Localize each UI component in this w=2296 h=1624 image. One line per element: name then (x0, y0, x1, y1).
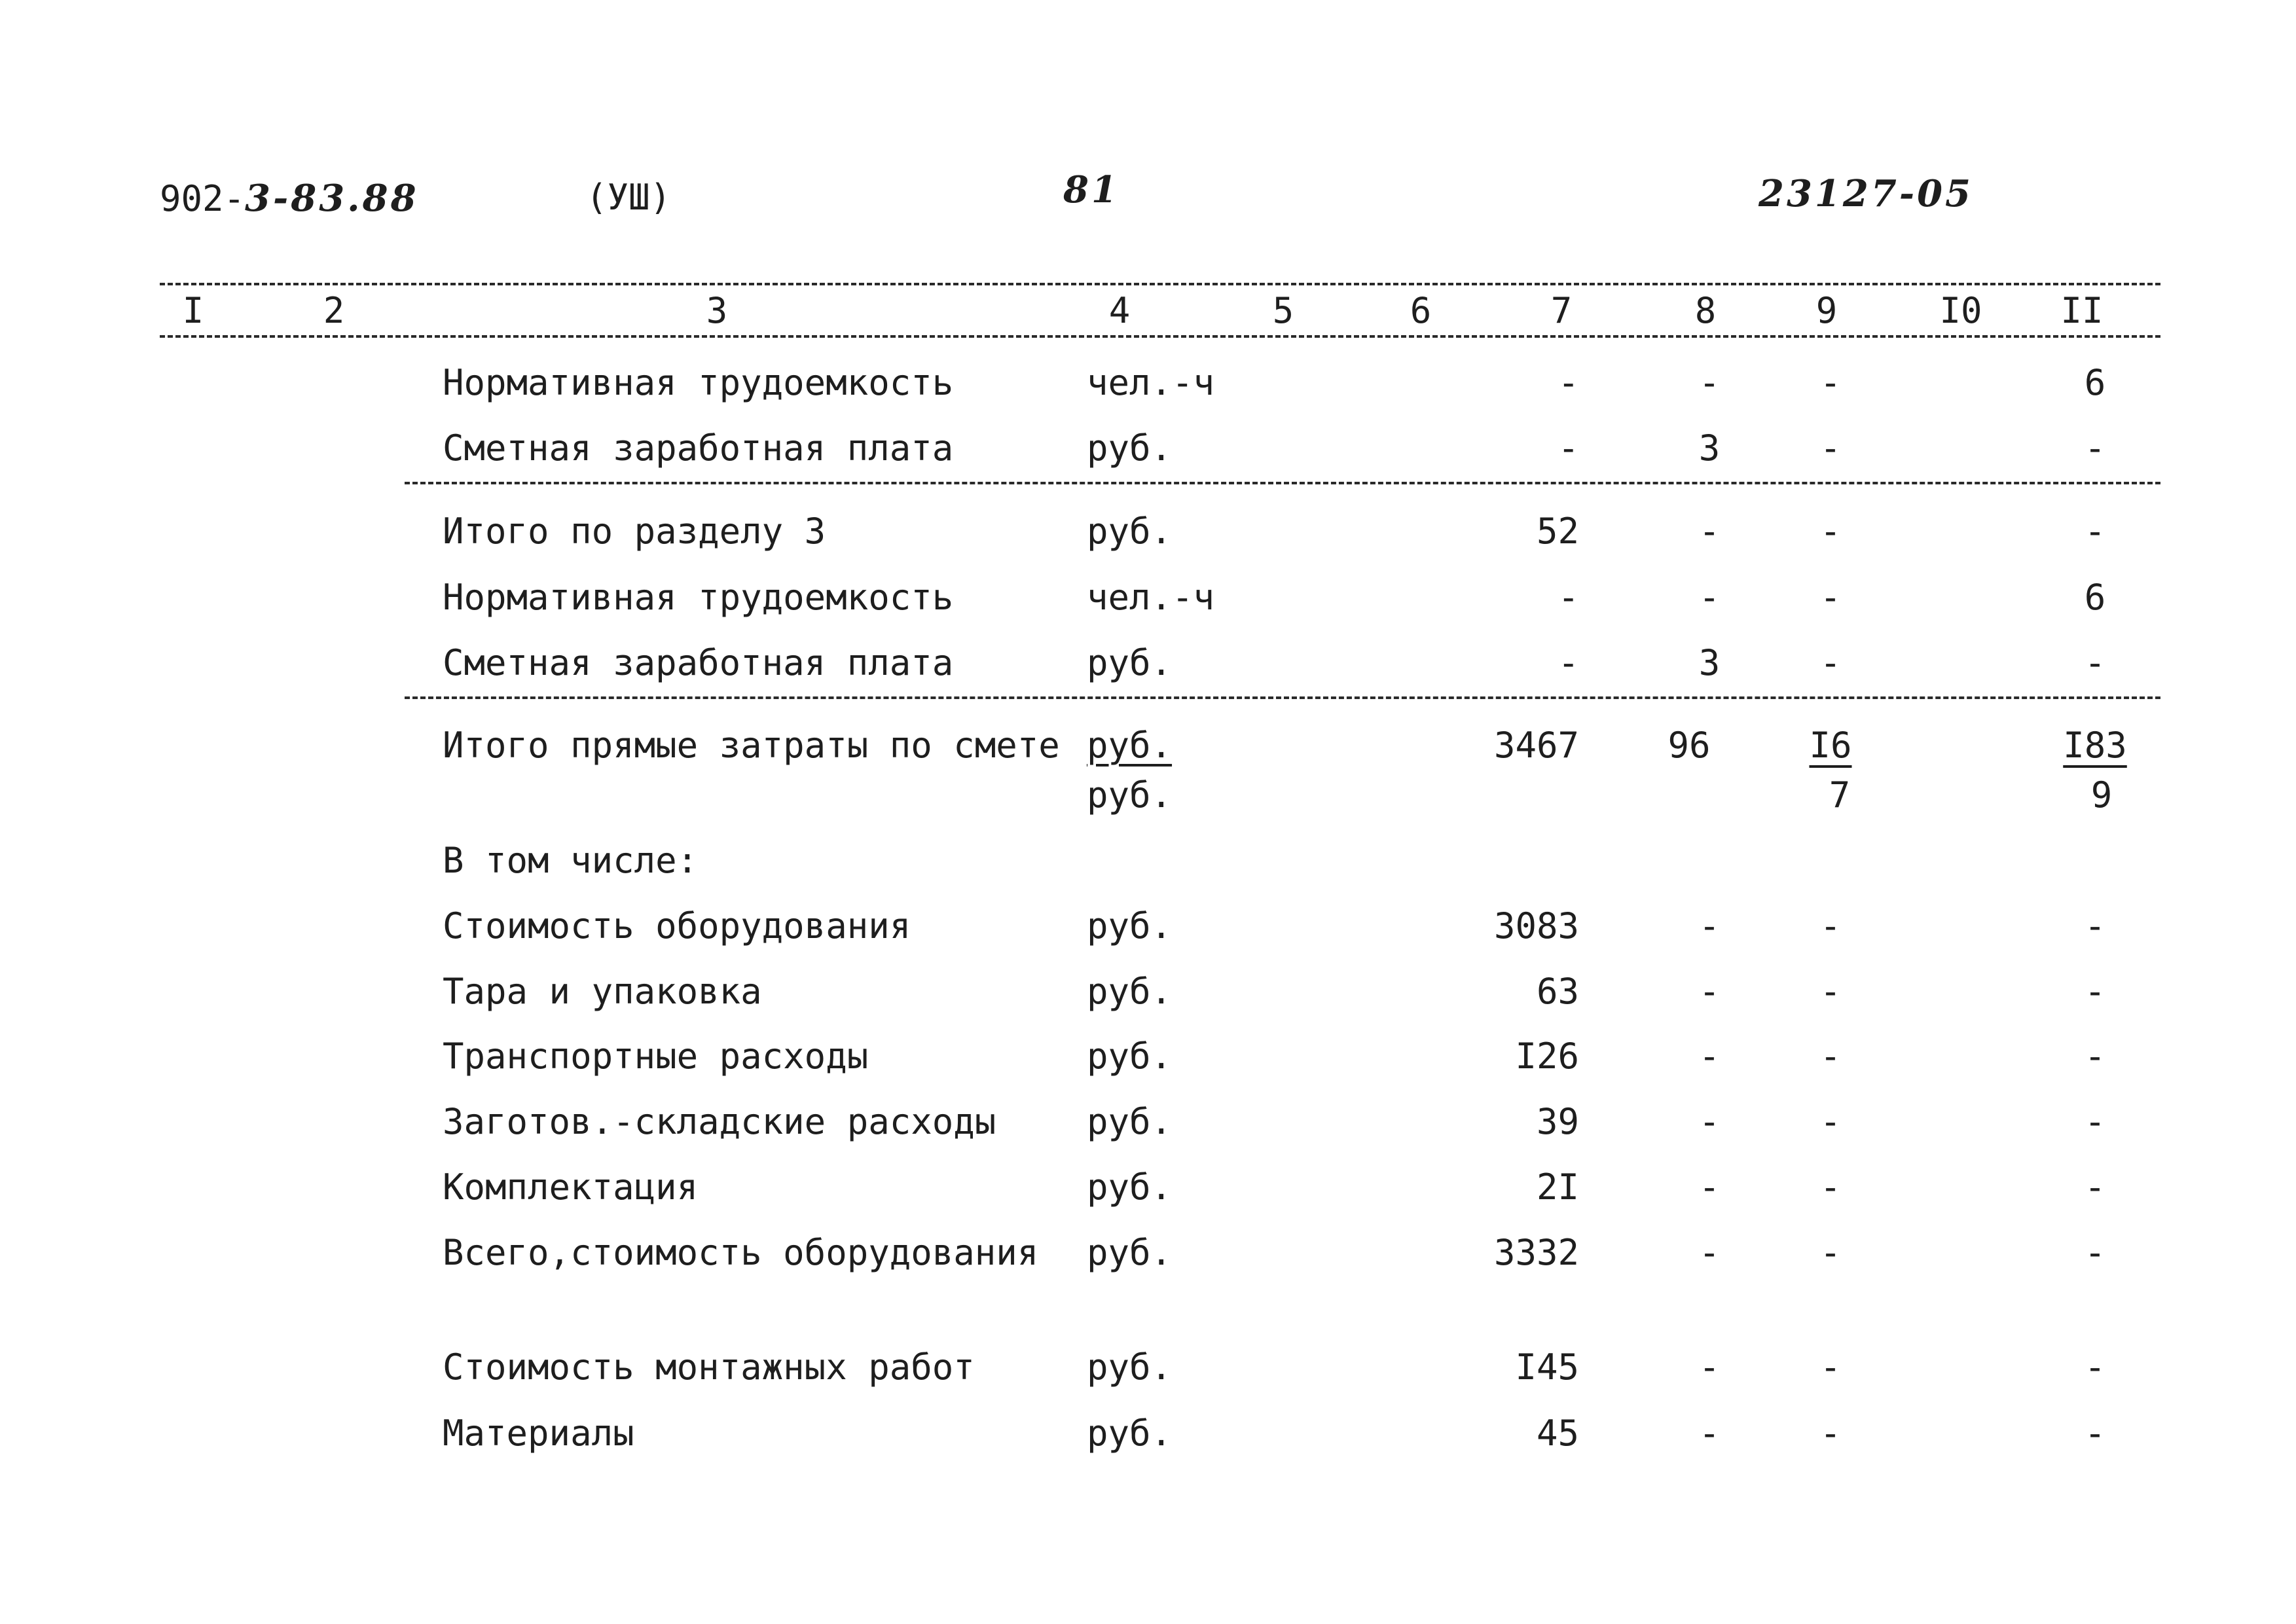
section-rule (405, 696, 2160, 699)
cell-col8: - (1698, 1036, 1721, 1077)
cell-col9: - (1819, 362, 1842, 403)
row-unit: руб. (1087, 1232, 1173, 1273)
cell-col7: - (1558, 642, 1579, 683)
row-unit: руб. (1087, 1036, 1173, 1077)
cell-col8: 3 (1698, 642, 1721, 683)
cell-col8: - (1698, 905, 1721, 947)
cell-col7: 3467 (1493, 725, 1579, 766)
row-unit: чел.-ч (1087, 577, 1215, 618)
cell-col7: 3083 (1493, 905, 1579, 947)
cell-col11: - (2084, 905, 2106, 947)
cell-col8: 3 (1698, 427, 1721, 469)
cell-col9: - (1819, 1101, 1842, 1142)
cell-col9-denominator: 7 (1829, 774, 1851, 816)
row-label: Нормативная трудоемкость (443, 362, 954, 403)
table-row (0, 511, 2296, 566)
table-row (0, 840, 2296, 895)
row-label: Сметная заработная плата (443, 642, 954, 683)
page-number: 81 (1063, 168, 1120, 211)
column-number-2: 2 (323, 290, 345, 331)
section-rule (405, 482, 2160, 484)
row-label: Итого по разделу 3 (443, 511, 826, 552)
cell-col9: - (1819, 1413, 1842, 1454)
row-unit: руб. (1087, 725, 1173, 766)
row-unit: руб. (1087, 642, 1173, 683)
column-number-11: II (2060, 290, 2104, 331)
table-row (0, 1346, 2296, 1402)
column-number-4: 4 (1108, 290, 1131, 331)
cell-col11-numerator: I83 (2063, 725, 2127, 766)
cell-col9: - (1819, 511, 1842, 552)
table-row (0, 642, 2296, 698)
row-label: Итого прямые затраты по смете (443, 725, 1060, 766)
cell-col8: - (1698, 1413, 1721, 1454)
row-unit: руб. (1087, 1101, 1173, 1142)
cell-col9: - (1819, 427, 1842, 469)
cell-col8: - (1698, 971, 1721, 1012)
table-row (0, 905, 2296, 961)
table-top-rule (160, 283, 2160, 285)
cell-col7: I45 (1515, 1346, 1579, 1388)
row-unit: чел.-ч (1087, 362, 1215, 403)
column-number-6: 6 (1410, 290, 1432, 331)
cell-col11: 6 (2084, 362, 2106, 403)
cell-col8: - (1698, 511, 1721, 552)
cell-col11: - (2084, 1036, 2106, 1077)
row-label: Материалы (443, 1413, 634, 1454)
document-code-printed: 902- (160, 178, 246, 219)
row-unit: руб. (1087, 905, 1173, 947)
cell-col11: - (2084, 642, 2106, 683)
table-row (0, 1232, 2296, 1288)
cell-col9: - (1819, 577, 1842, 618)
cell-col9: - (1819, 642, 1842, 683)
cell-col8: - (1698, 362, 1721, 403)
row-label: Стоимость оборудования (443, 905, 911, 947)
row-unit-secondary: руб. (1087, 774, 1173, 816)
row-label: Стоимость монтажных работ (443, 1346, 975, 1388)
row-unit: руб. (1087, 511, 1173, 552)
volume-label: (УШ) (586, 177, 672, 218)
cell-col8: - (1698, 1346, 1721, 1388)
cell-col11: - (2084, 427, 2106, 469)
cell-col7: 52 (1536, 511, 1579, 552)
row-label: В том числе: (443, 840, 699, 881)
table-row (0, 725, 2296, 826)
table-row (0, 362, 2296, 418)
row-unit: руб. (1087, 971, 1173, 1012)
table-row (0, 971, 2296, 1026)
cell-col11: - (2084, 511, 2106, 552)
row-label: Всего,стоимость оборудования (443, 1232, 1039, 1273)
cell-col9: - (1819, 1036, 1842, 1077)
cell-col11: - (2084, 1101, 2106, 1142)
cell-col11: - (2084, 971, 2106, 1012)
cell-col11: - (2084, 1413, 2106, 1454)
row-label: Сметная заработная плата (443, 427, 954, 469)
cell-col11-denominator: 9 (2090, 774, 2113, 816)
row-unit: руб. (1087, 1166, 1173, 1208)
cell-col11: - (2084, 1232, 2106, 1273)
table-row (0, 1036, 2296, 1091)
row-label: Заготов.-складские расходы (443, 1101, 996, 1142)
row-unit: руб. (1087, 1346, 1173, 1388)
column-number-7: 7 (1550, 290, 1573, 331)
header-bottom-rule (160, 335, 2160, 338)
cell-col7: I26 (1515, 1036, 1579, 1077)
cell-col9: - (1819, 1346, 1842, 1388)
cell-col9: - (1819, 1232, 1842, 1273)
cell-col7: 39 (1536, 1101, 1579, 1142)
cell-col11: - (2084, 1346, 2106, 1388)
cell-col7: - (1558, 577, 1579, 618)
cell-col8: - (1698, 1232, 1721, 1273)
cell-col11: 6 (2084, 577, 2106, 618)
cell-col8: - (1698, 577, 1721, 618)
column-number-8: 8 (1694, 290, 1717, 331)
column-number-3: 3 (706, 290, 728, 331)
cell-col11: - (2084, 1166, 2106, 1208)
sheet-code: 23127-05 (1758, 172, 1973, 215)
table-row (0, 1101, 2296, 1157)
row-label: Транспортные расходы (443, 1036, 869, 1077)
document-code-handwritten: 3-83.88 (245, 177, 419, 220)
cell-col9-numerator: I6 (1809, 725, 1852, 766)
row-label: Тара и упаковка (443, 971, 762, 1012)
cell-col9: - (1819, 905, 1842, 947)
column-number-5: 5 (1272, 290, 1294, 331)
cell-col7: 3332 (1493, 1232, 1579, 1273)
row-unit: руб. (1087, 427, 1173, 469)
cell-col9: - (1819, 1166, 1842, 1208)
cell-col8: - (1698, 1166, 1721, 1208)
cell-col7: - (1558, 427, 1579, 469)
document-code (160, 177, 419, 220)
row-label: Комплектация (443, 1166, 699, 1208)
row-label: Нормативная трудоемкость (443, 577, 954, 618)
cell-col7: 2I (1536, 1166, 1579, 1208)
cell-col9: - (1819, 971, 1842, 1012)
table-row (0, 1166, 2296, 1222)
cell-col8: - (1698, 1101, 1721, 1142)
row-unit: руб. (1087, 1413, 1173, 1454)
cell-col8: 96 (1667, 725, 1711, 766)
table-row (0, 1413, 2296, 1468)
column-number-10: I0 (1939, 290, 1982, 331)
cell-col7: 45 (1536, 1413, 1579, 1454)
column-number-1: I (182, 290, 204, 331)
table-row (0, 577, 2296, 632)
cell-col7: - (1558, 362, 1579, 403)
column-number-9: 9 (1815, 290, 1838, 331)
table-row (0, 427, 2296, 483)
cell-col7: 63 (1536, 971, 1579, 1012)
